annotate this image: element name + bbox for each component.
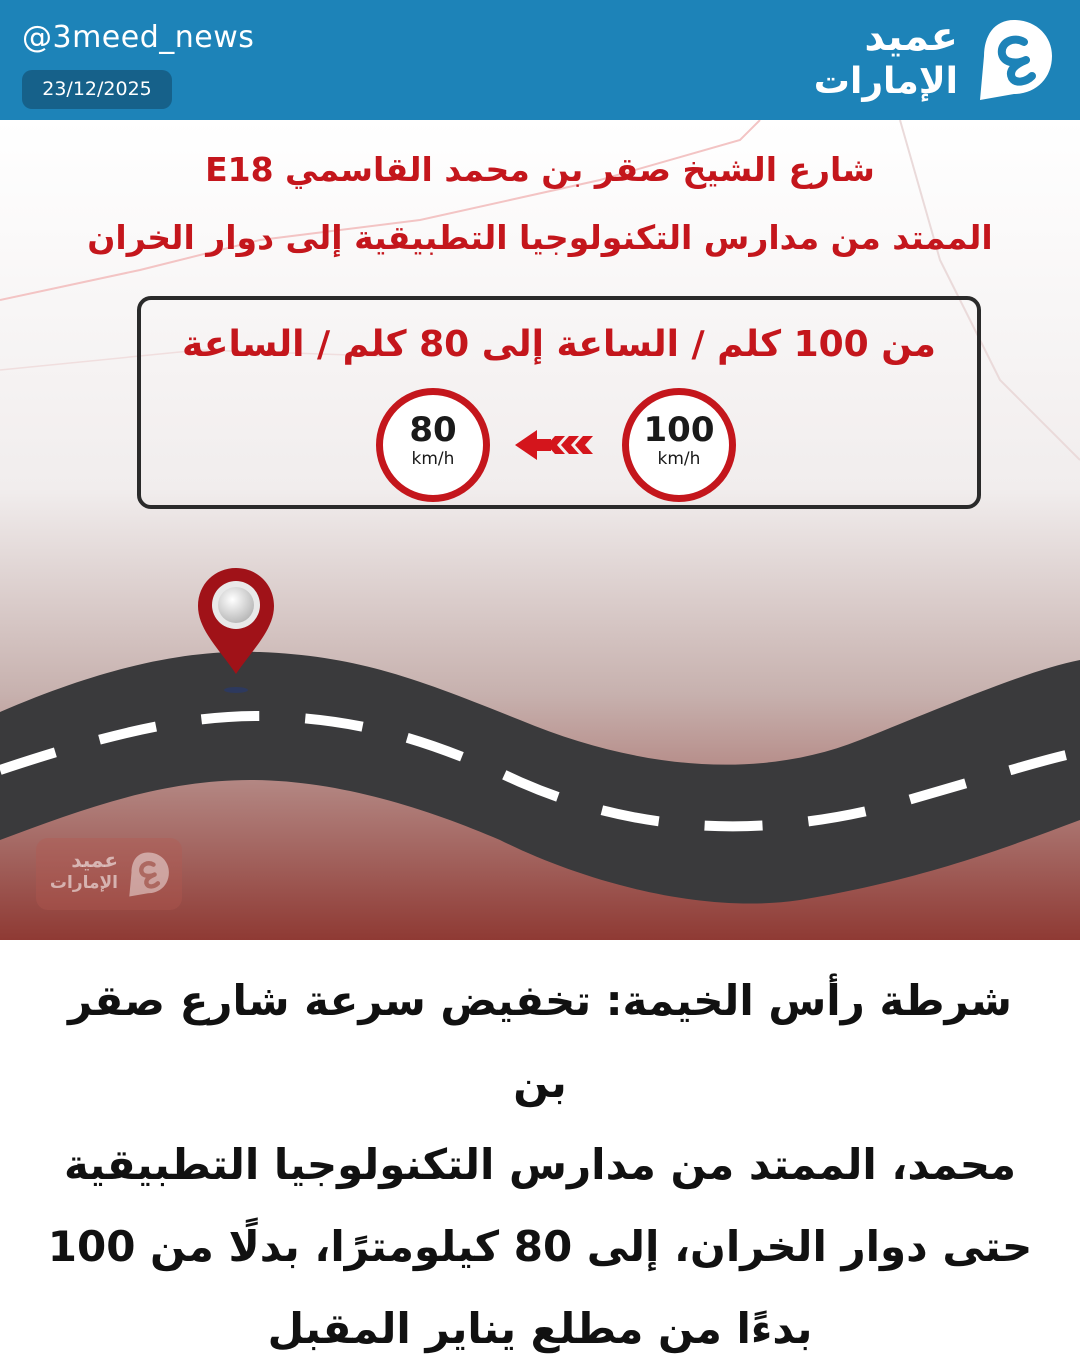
infographic-title-line1: شارع الشيخ صقر بن محمد القاسمي E18: [205, 150, 875, 189]
headline-line1: شرطة رأس الخيمة: تخفيض سرعة شارع صقر بن: [68, 976, 1012, 1107]
header-bar: [0, 0, 1080, 120]
watermark-line1: عميد: [71, 848, 118, 872]
old-speed-unit: km/h: [657, 449, 701, 469]
brand-name-line1: عميد: [864, 14, 958, 60]
headline-line3: حتى دوار الخران، إلى 80 كيلومترًا، بدلًا من 100: [47, 1222, 1033, 1271]
watermark-logo-icon: [126, 850, 170, 898]
new-speed-value: 80: [409, 410, 457, 450]
speed-infographic: [0, 120, 1080, 940]
news-headline: [40, 960, 1040, 1370]
speed-change-panel: [137, 296, 981, 509]
new-speed-limit-sign-icon: [376, 388, 490, 502]
brand-name-line2: الإمارات: [813, 61, 958, 102]
new-speed-unit: km/h: [411, 449, 455, 469]
infographic-title-line2: الممتد من مدارس التكنولوجيا التطبيقية إلى دوار الخران: [87, 218, 993, 257]
account-handle[interactable]: @3meed_news: [22, 20, 255, 55]
old-speed-value: 100: [643, 410, 715, 450]
chevron-arrow-icon: [515, 428, 599, 462]
brand-name: [758, 14, 958, 104]
watermark-logo: [36, 838, 182, 910]
post-date: 23/12/2025: [22, 70, 172, 109]
speed-change-heading: من 100 كلم / الساعة إلى 80 كلم / الساعة: [182, 324, 936, 365]
headline-line2: محمد، الممتد من مدارس التكنولوجيا التطبيقية: [63, 1140, 1017, 1189]
brand-logo-icon: [974, 16, 1054, 102]
watermark-line2: الإمارات: [49, 873, 118, 893]
headline-line4: بدءًا من مطلع يناير المقبل: [267, 1304, 813, 1353]
old-speed-limit-sign-icon: [622, 388, 736, 502]
